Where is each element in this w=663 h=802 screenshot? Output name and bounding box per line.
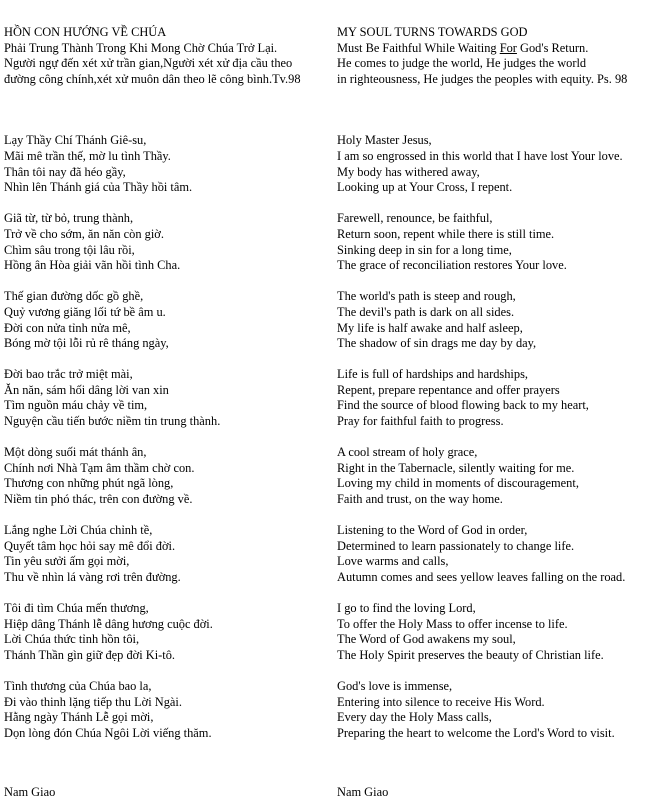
english-subtitle-end: God's Return. [516,40,589,55]
english-stanzas [337,133,663,741]
verse-line: Hồng ân Hòa giải vãn hồi tình Cha. [4,258,181,273]
verse-line: Quỷ vương giăng lối tứ bề âm u. [4,304,166,319]
verse-line: A cool stream of holy grace, [337,445,478,460]
verse-line: Return soon, repent while there is still time. [337,226,555,241]
verse-line: Thương con những phút ngã lòng, [4,476,174,491]
verse-line: My body has withered away, [337,164,480,179]
verse-line: Thu về nhìn lá vàng rơi trên đường. [4,570,181,584]
en-stanza [337,367,663,429]
verse-line: Niềm tin phó thác, trên con đường về. [4,492,193,507]
verse-line: The Holy Spirit preserves the beauty of Christian life. [337,647,604,662]
verse-line: Holy Master Jesus, [337,133,432,148]
verse-line: Preparing the heart to welcome the Lord's Word to visit. [337,725,615,740]
verse-line: Giã từ, từ bỏ, trung thành, [4,211,134,226]
vietnamese-scripture: Người ngự đến xét xử trần gian,Người xét xử địa cầu theo đường công chính,xét xử muôn dân theo lẽ công bình.Tv.98 [4,56,301,86]
verse-line: Autumn comes and sees yellow leaves falling on the road. [337,570,626,584]
english-signature: Nam Giao [337,785,389,799]
verse-line: The grace of reconciliation restores Your love. [337,258,567,273]
verse-line: Tôi đi tìm Chúa mến thương, [4,601,149,616]
verse-line: Sinking deep in sin for a long time, [337,242,512,257]
verse-line: Find the source of blood flowing back to my heart, [337,398,589,413]
verse-line: Bóng mờ tội lỗi rủ rê tháng ngày, [4,336,169,351]
verse-line: Ăn năn, sám hối dâng lời van xin [4,382,169,397]
verse-line: Loving my child in moments of discouragement, [337,476,579,491]
verse-line: Looking up at Your Cross, I repent. [337,180,513,195]
english-scripture-line-1: He comes to judge the world, He judges the world [337,56,587,71]
verse-line: I go to find the loving Lord, [337,601,476,616]
verse-line: The world's path is steep and rough, [337,289,516,304]
verse-line: Determined to learn passionately to change life. [337,538,575,553]
vi-stanza [4,523,324,585]
english-title: MY SOUL TURNS TOWARDS GOD [337,25,528,39]
vi-stanza [4,289,324,351]
verse-line: Dọn lòng đón Chúa Ngôi Lời viếng thăm. [4,725,212,740]
verse-line: To offer the Holy Mass to offer incense to life. [337,616,568,631]
verse-line: Thế gian đường dốc gồ ghề, [4,289,144,304]
verse-line: The Word of God awakens my soul, [337,632,516,647]
verse-line: Quyết tâm học hỏi say mê đổi đời. [4,538,176,553]
verse-line: The devil's path is dark on all sides. [337,304,515,319]
verse-line: Nhìn lên Thánh giá của Thầy hồi tâm. [4,180,193,195]
verse-line: My life is half awake and half asleep, [337,320,523,335]
en-stanza [337,133,663,195]
en-stanza [337,523,663,585]
vi-stanza [4,211,324,273]
verse-line: Lời Chúa thức tỉnh hồn tôi, [4,632,140,647]
verse-line: Một dòng suối mát thánh ân, [4,445,147,460]
verse-line: Hằng ngày Thánh Lễ gọi mời, [4,710,154,725]
english-column [337,25,663,757]
english-subtitle [337,41,663,57]
verse-line: Entering into silence to receive His Word. [337,694,545,709]
en-stanza [337,445,663,507]
verse-line: Love warms and calls, [337,554,449,569]
verse-line: Nguyện cầu tiến bước niềm tin trung thành. [4,414,221,429]
en-stanza [337,679,663,741]
vi-stanza [4,445,324,507]
verse-line: Trở về cho sớm, ăn năn còn giờ. [4,226,164,241]
verse-line: Farewell, renounce, be faithful, [337,211,493,226]
verse-line: Lắng nghe Lời Chúa chỉnh tề, [4,523,153,538]
verse-line: Mãi mê trần thế, mờ lu tình Thầy. [4,148,171,163]
vietnamese-subtitle: Phải Trung Thành Trong Khi Mong Chờ Chúa Trở Lại. [4,40,278,55]
verse-line: Hiệp dâng Thánh lễ dâng hương cuộc đời. [4,616,213,631]
vi-stanza [4,133,324,195]
english-scripture-line-2: in righteousness, He judges the peoples with equity. Ps. 98 [337,71,628,86]
verse-line: The shadow of sin drags me day by day, [337,336,537,351]
verse-line: Đời bao trắc trở miệt mài, [4,367,133,382]
english-header [337,25,663,87]
verse-line: Đời con nửa tỉnh nửa mê, [4,320,131,335]
verse-line: Right in the Tabernacle, silently waiting for me. [337,460,575,475]
vi-stanza [4,601,324,663]
en-stanza [337,601,663,663]
english-subtitle-start: Must Be Faithful While Waiting [337,40,500,55]
verse-line: Repent, prepare repentance and offer prayers [337,382,560,397]
verse-line: Faith and trust, on the way home. [337,492,503,507]
verse-line: Lạy Thầy Chí Thánh Giê-su, [4,133,147,148]
vi-stanza [4,367,324,429]
vietnamese-stanzas [4,133,324,741]
vi-stanza [4,679,324,741]
verse-line: Listening to the Word of God in order, [337,523,528,538]
verse-line: Chính nơi Nhà Tạm âm thầm chờ con. [4,460,195,475]
vietnamese-title: HỒN CON HƯỚNG VỀ CHÚA [4,25,167,39]
verse-line: I am so engrossed in this world that I have lost Your love. [337,148,623,163]
verse-line: Life is full of hardships and hardships, [337,367,528,382]
english-subtitle-underlined-word: For [499,40,517,55]
verse-line: Tình thương của Chúa bao la, [4,679,152,694]
vietnamese-column [4,25,324,757]
verse-line: Chìm sâu trong tội lâu rồi, [4,242,135,257]
verse-line: Đi vào thinh lặng tiếp thu Lời Ngài. [4,694,182,709]
verse-line: Every day the Holy Mass calls, [337,710,492,725]
verse-line: Thân tôi nay đã héo gầy, [4,164,126,179]
en-stanza [337,211,663,273]
verse-line: Tin yêu sưởi ấm gọi mời, [4,554,130,569]
verse-line: God's love is immense, [337,679,453,694]
verse-line: Thánh Thần gìn giữ đẹp đời Ki-tô. [4,647,175,662]
vietnamese-header [4,25,324,87]
verse-line: Pray for faithful faith to progress. [337,414,504,429]
vietnamese-signature: Nam Giao [4,785,56,799]
verse-line: Tìm nguồn máu chảy về tim, [4,398,148,413]
en-stanza [337,289,663,351]
